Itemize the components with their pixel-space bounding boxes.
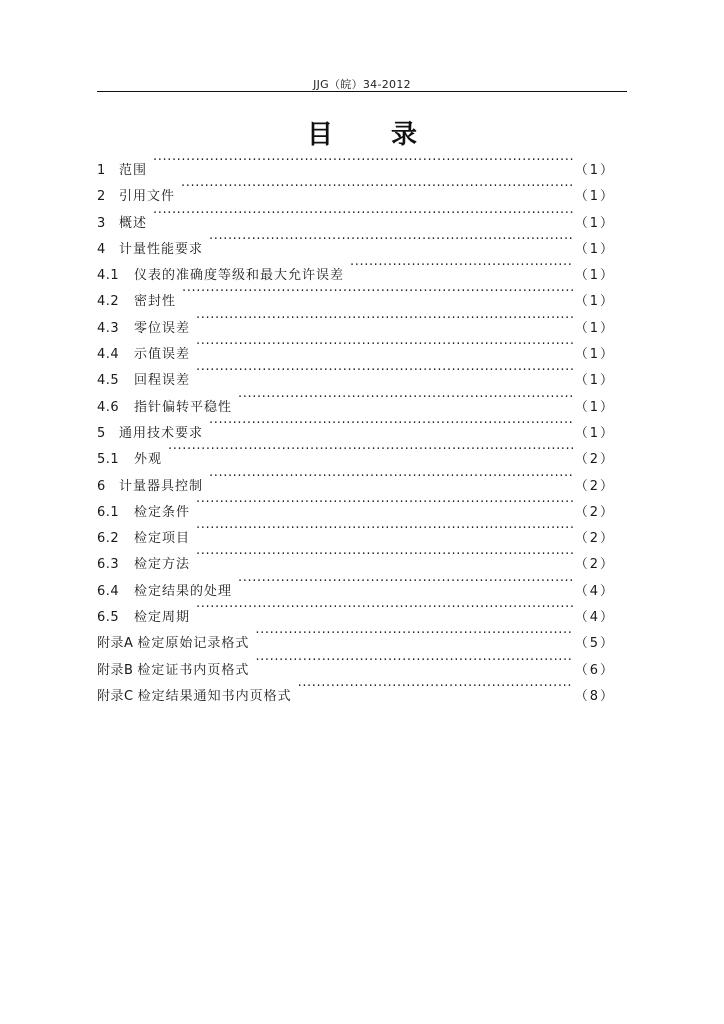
toc-dot-leader [153, 148, 573, 174]
toc-dot-leader [181, 174, 573, 200]
toc-entry-page: （1） [574, 294, 615, 310]
toc-entry-page: （2） [574, 531, 615, 547]
toc-entry-label: 外观 [134, 452, 163, 468]
toc-entry [97, 201, 615, 231]
toc-dot-leader [153, 201, 573, 227]
toc-entry-label: 计量器具控制 [119, 478, 204, 494]
toc-entry-number: 6.3 [97, 557, 120, 573]
toc-entry-label: 检定结果的处理 [134, 583, 233, 599]
toc-entry-number: 1 [97, 163, 106, 178]
toc-entry-label: 引用文件 [119, 189, 176, 205]
toc-entry-label: 检定方法 [134, 557, 191, 573]
toc-entry-label: 密封性 [134, 294, 177, 310]
toc-dot-leader [196, 542, 573, 568]
toc-entry-label: 概述 [119, 215, 148, 231]
toc-entry-number: 5.1 [97, 452, 120, 468]
toc-dot-leader [209, 227, 573, 253]
toc-dot-leader [182, 279, 573, 305]
toc-entry-number: 4 [97, 241, 106, 257]
toc-dot-leader [350, 253, 573, 279]
toc-entry-label: 检定证书内页格式 [137, 662, 250, 678]
toc-entry-page: （2） [574, 452, 615, 468]
toc-entry [97, 227, 615, 257]
toc-entry-number: 4.5 [97, 373, 120, 389]
toc-dot-leader [196, 358, 573, 384]
toc-entry-number: 4.1 [97, 268, 120, 284]
toc-entry-label: 检定项目 [134, 531, 191, 547]
toc-entry-number: 4.3 [97, 320, 120, 336]
toc-entry-label: 指针偏转平稳性 [134, 399, 233, 415]
toc-entry-number: 6.2 [97, 531, 120, 547]
toc-entry-page: （6） [574, 662, 615, 678]
toc-entry-page: （1） [574, 320, 615, 336]
toc-dot-leader [196, 332, 573, 358]
toc-entry-number: 6.5 [97, 610, 120, 626]
toc-entry [97, 174, 615, 205]
toc-entry-page: （1） [574, 163, 615, 178]
toc-dot-leader [209, 411, 573, 437]
toc-entry-page: （1） [574, 241, 615, 257]
toc-entry-number: 附录A [97, 636, 134, 652]
toc-entry-page: （2） [574, 478, 615, 494]
toc-dot-leader [255, 621, 572, 647]
header-divider [97, 91, 627, 92]
toc-entry-label: 检定原始记录格式 [137, 636, 250, 652]
toc-entry-page: （1） [574, 268, 615, 284]
toc-entry-page: （5） [574, 636, 615, 652]
toc-entry-page: （2） [574, 504, 615, 520]
toc-entry-number: 4.2 [97, 294, 120, 310]
toc-dot-leader [168, 437, 573, 463]
toc-entry-label: 回程误差 [134, 373, 191, 389]
toc-entry-label: 示值误差 [134, 347, 191, 363]
toc-entry-number: 6 [97, 478, 106, 494]
toc-entry-label: 检定周期 [134, 610, 191, 626]
toc-entry-label: 检定条件 [134, 504, 191, 520]
toc-entry-label: 通用技术要求 [119, 425, 204, 441]
toc-title: 目录 [306, 120, 475, 150]
toc-dot-leader [196, 306, 573, 332]
toc-dot-leader [238, 569, 573, 595]
toc-entry-page: （4） [574, 610, 615, 626]
toc-entry-number: 4.4 [97, 347, 120, 363]
table-of-contents [97, 148, 615, 704]
toc-entry [97, 464, 615, 494]
toc-entry-page: （4） [574, 583, 615, 599]
toc-entry-number: 3 [97, 215, 106, 231]
toc-dot-leader [298, 674, 573, 700]
toc-entry [97, 148, 615, 178]
toc-entry-number: 6.1 [97, 504, 120, 520]
toc-entry-number: 5 [97, 425, 106, 441]
toc-entry-number: 4.6 [97, 399, 120, 415]
toc-entry-number: 附录C [97, 688, 134, 704]
toc-entry-number: 2 [97, 189, 106, 205]
toc-entry-page: （1） [574, 215, 615, 231]
toc-entry-label: 范围 [119, 163, 148, 178]
toc-dot-leader [238, 385, 573, 411]
toc-entry-number: 6.4 [97, 583, 120, 599]
standard-code-header: JJG（皖）34-2012 [313, 78, 411, 91]
toc-entry-label: 计量性能要求 [119, 241, 204, 257]
toc-entry-page: （1） [574, 373, 615, 389]
toc-entry-page: （1） [574, 347, 615, 363]
toc-entry-page: （1） [574, 399, 615, 415]
toc-entry-page: （8） [574, 688, 615, 704]
toc-entry-page: （1） [574, 189, 615, 205]
toc-entry-page: （2） [574, 557, 615, 573]
toc-entry-label: 零位误差 [134, 320, 191, 336]
toc-dot-leader [209, 464, 573, 490]
toc-dot-leader [255, 648, 572, 674]
toc-entry-page: （1） [574, 425, 615, 441]
toc-dot-leader [196, 516, 573, 542]
toc-entry-label: 仪表的准确度等级和最大允许误差 [134, 268, 345, 284]
toc-dot-leader [196, 595, 573, 621]
toc-entry-label: 检定结果通知书内页格式 [137, 688, 292, 704]
toc-entry-number: 附录B [97, 662, 134, 678]
toc-dot-leader [196, 490, 573, 516]
toc-entry [97, 437, 615, 468]
